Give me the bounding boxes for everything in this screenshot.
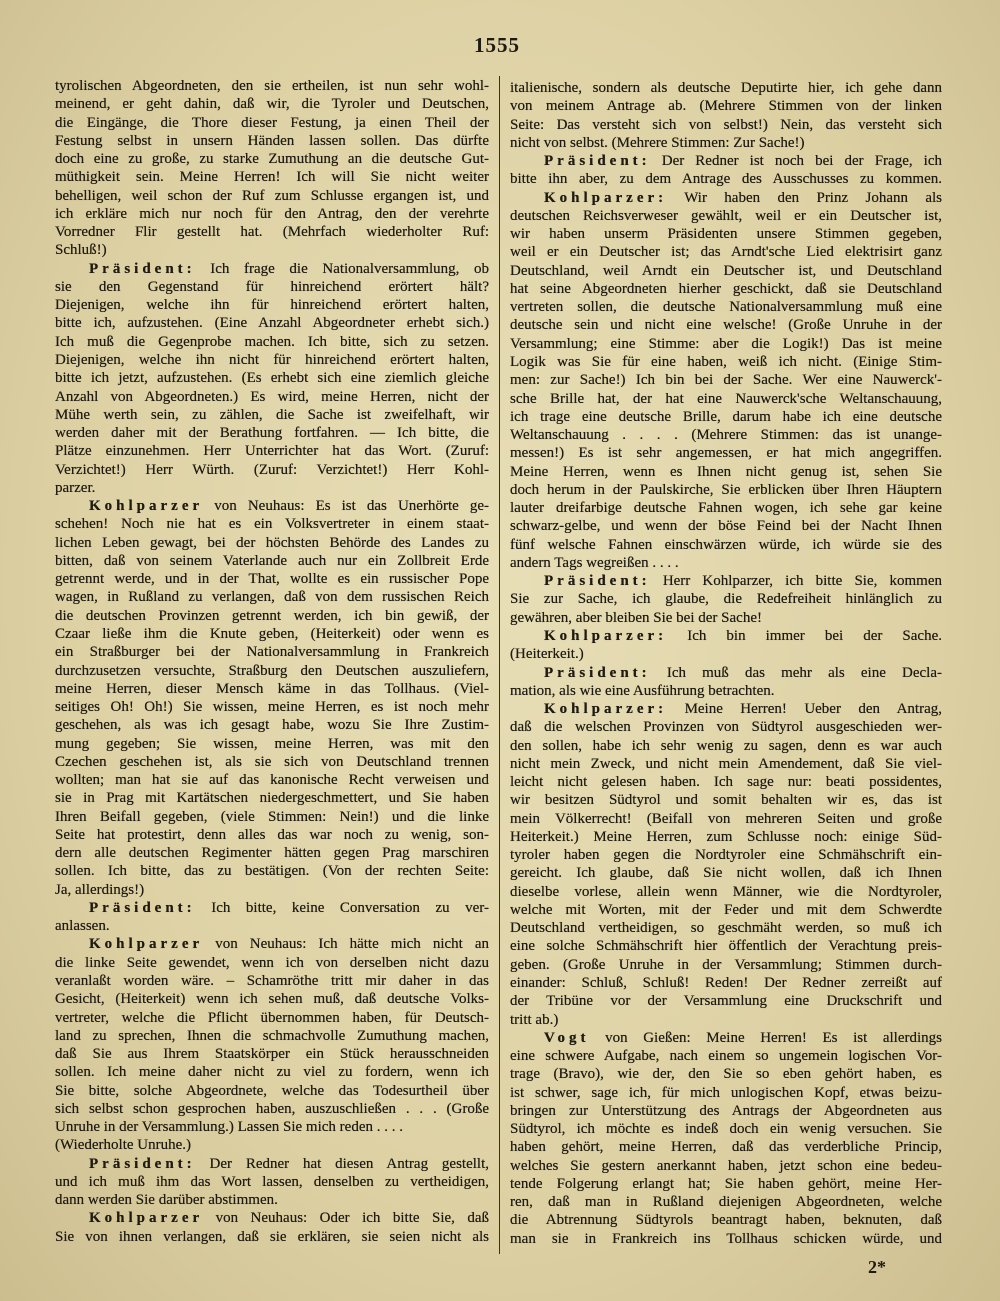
text-line: ein Straßburger bei der Nationalversammlung in Frankreich [55,644,489,661]
text-line: veranlaßt worden wäre. – Schamröthe tritt mir daher in das [55,973,489,990]
text-line: wollten; man hat sie auf das kanonische Recht verweisen und [55,772,489,789]
text-line: nicht von selbst. (Mehrere Stimmen: Zur Sache!) [510,134,805,151]
speech-text: Ich frage die Nationalversammlung, ob [210,260,489,277]
text-line: lauter dreifarbige deutsche Fahnen wogen, ich sehe gar keine [510,500,942,517]
left-column [55,77,489,1246]
text-line: anlassen. [55,918,110,935]
speech-start-line [55,935,489,953]
signature-mark: 2* [868,1257,886,1277]
text-line: (Wiederholte Unruhe.) [55,1137,192,1154]
text-line: Vorredner Flir gestellt hat. (Mehrfach wiederholter Ruf: [55,224,489,241]
text-line: seitiges Oh! Oh!) Sie wissen, meine Herren, es ist noch mehr [55,699,489,716]
speech-text: Herr Kohlparzer, ich bitte Sie, kommen [662,573,942,590]
speaker-name: Präsident: [544,153,651,170]
text-line: meine Herren, dieser Mensch käme in das Tollhaus. (Viel- [55,680,489,697]
speaker-name: Präsident: [544,573,651,590]
text-line: Heiterkeit.) Meine Herren, zum Schlusse noch: einige Süd- [510,828,942,845]
text-line: bitte ihn aber, zu dem Antrage des Ausschusses zu kommen. [510,171,942,188]
text-line: bitten, daß von seinem Vaterlande auch nur ein Zollbreit Erde [55,552,489,569]
text-line: Czechen geschehen ist, als sie sich von Deutschland trennen [55,753,489,770]
text-line: dann werden Sie darüber abstimmen. [55,1192,278,1209]
text-line: Südtyrol, ich möchte es indeß doch ein wenig versuchen. Sie [510,1121,942,1138]
text-line: die Eingänge, die Thore dieser Festung, ja einen Theil der [55,114,489,131]
text-line: schehen! Noch nie hat es ein Volksvertreter in einem staat- [55,516,489,533]
speech-start-line [510,189,942,207]
speaker-name: Präsident: [544,664,651,681]
text-line: einander: Schluß, Schluß! Reden! Der Redner zerreißt auf [510,975,942,992]
speech-text: von Neuhaus: Oder ich bitte Sie, daß [215,1210,489,1227]
text-line: Gesicht, (Heiterkeit) wenn ich sehen muß, daß deutsche Volks- [55,991,489,1008]
text-line: Weltanschauung . . . . (Mehrere Stimmen: das ist unange- [510,427,942,444]
text-line: müthigkeit sein. Meine Herren! Ich will Sie nicht weiter [55,169,489,186]
text-line: tyroler haben gegen die Nordtyroler eine Schmähschrift ein- [510,847,942,864]
text-line: getrennt werde, und in der That, wollte es ein russischer Pope [55,571,489,588]
text-line: wagen, in Rußland zu verlangen, daß von dem russischen Reich [55,589,489,606]
text-line: werden daher mit der Berathung fortfahren. — Ich bitte, die [55,425,489,442]
text-line: lichen Leben gewagt, bei der höchsten Behörde des Landes zu [55,534,489,551]
text-line: ich trage eine deutsche Brille, darum habe ich eine deutsche [510,408,942,425]
text-line: ich erkläre mich nur noch für den Antrag, den der verehrte [55,205,489,222]
text-line: welche mit Worten, mit der Feder und mit dem Schwerdte [510,901,942,918]
text-line: vertreter, welche die Pflicht übernommen haben, für Deutsch- [55,1009,489,1026]
text-line: Anzahl von Abgeordneten.) Es wird, meine Herren, nicht der [55,388,489,405]
text-line: bitte ich jetzt, aufzustehen. (Es erhebt sich eine ziemlich gleiche [55,370,489,387]
text-line: parzer. [55,479,96,496]
text-line: mung gegeben; Sie wissen, meine Herren, was mit den [55,735,489,752]
speech-text: Ich bitte, keine Conversation zu ver- [211,899,489,916]
text-line: daß die welschen Provinzen von Südtyrol ausgeschieden wer- [510,719,942,736]
text-line: welches Sie gestern anerkannt haben, jetzt schon eine bedeu- [510,1157,942,1174]
text-line: durchzusetzen versuchte, Straßburg den Deutschen auszuliefern, [55,662,489,679]
text-line: man sie in Frankreich ins Tollhaus schicken würde, und [510,1230,942,1247]
speech-text: von Gießen: Meine Herren! Es ist allerdings [605,1029,942,1046]
speaker-name: Vogt [544,1029,590,1046]
text-line: Festung selbst in unsern Händen lassen sollen. Das dürfte [55,132,489,149]
text-line: sie in Prag mit Kartätschen niedergeschmettert, und Sie haben [55,790,489,807]
speech-text: Ich bin immer bei der Sache. [687,627,942,644]
text-line: Meine Herren, wenn es Ihnen nicht genug ist, sehen Sie [510,463,942,480]
speaker-name: Präsident: [89,1155,196,1172]
text-line: gereicht. Ich glaube, daß Sie nicht wollen, daß ich Ihnen [510,865,942,882]
text-line: meinend, er geht dahin, daß wir, die Tyroler und Deutschen, [55,96,489,113]
speech-start-line [510,572,942,590]
text-line: geschehen, als was ich gesagt habe, wozu Sie Ihre Zustim- [55,717,489,734]
speech-text: Ich muß das mehr als eine Decla- [666,664,942,681]
speaker-name: Kohlparzer [89,498,204,515]
text-line: Czaar ließe ihm die Knute geben, (Heiterkeit) oder wenn es [55,625,489,642]
text-line: ren, daß man in Rußland diejenigen Abgeordneten, welche [510,1194,942,1211]
text-line: deutschen Reichsverweser gewählt, weil er ein Deutscher ist, [510,207,942,224]
text-line: Unruhe in der Versammlung.) Lassen Sie mich reden . . . . [55,1119,403,1136]
text-line: den sollen, habe ich sehr wenig zu sagen, denn es war auch [510,737,942,754]
text-line: weil er ein Deutscher ist; das Arndt'sche Lied elektrisirt ganz [510,244,942,261]
text-line: trage (Bravo), wie der, den Sie so eben gehört haben, es [510,1066,942,1083]
text-line: italienische, sondern als deutsche Deputirte hier, ich gehe dann [510,80,942,96]
speech-start-line [510,700,942,718]
text-line: (Heiterkeit.) [510,646,584,663]
speech-start-line [55,260,489,278]
text-line: sollen. Ich meine daher nicht zu viel zu fordern, wenn ich [55,1064,489,1081]
text-line: Versammlung; eine Stimme: aber die Logik!) Das ist meine [510,335,942,352]
speech-start-line [510,1029,942,1047]
speaker-name: Präsident: [89,899,196,916]
text-line: sollen. Ich bitte, das zu bestätigen. (Von der rechten Seite: [55,863,489,880]
text-line: sche Brille hat, der hat eine Nauwerck'sche Weltanschauung, [510,390,942,407]
text-line: men: zur Sache!) Ich bin bei der Sache. Wer eine Nauwerck'- [510,372,942,389]
text-line: mein Völkerrecht! (Beifall von mehreren Seiten und große [510,810,942,827]
text-line: doch herum in der Paulskirche, Sie erblicken über Ihren Häuptern [510,481,942,498]
text-line: Seite hat protestirt, denn alles das war noch zu wenig, son- [55,826,489,843]
speech-text: Meine Herren! Ueber den Antrag, [684,701,942,718]
speech-start-line [510,664,942,682]
text-line: Sie zur Sache, ich glaube, die Redefreiheit hinlänglich zu [510,591,942,608]
text-line: behelligen, weil schon der Ruf zum Schlusse ergangen ist, und [55,187,489,204]
text-line: eine schwere Aufgabe, nach einem so ungemein logischen Vor- [510,1048,942,1065]
speaker-name: Kohlparzer: [544,189,668,206]
text-line: doch eine zu große, zu starke Zumuthung an die deutsche Gut- [55,151,489,168]
speech-start-line [55,1209,489,1227]
text-line: andern Tags wegreißen . . . . [510,554,679,571]
text-line: die Abtrennung Südtyrols beantragt haben, beknuten, daß [510,1212,942,1229]
text-line: Deutschland, weil Arndt ein Deutscher ist, und Deutschland [510,262,942,279]
text-line: hat seine Abgeordneten hierher geschickt, daß sie Deutschland [510,280,942,297]
speaker-name: Kohlparzer [89,936,204,953]
text-line: die deutschen Provinzen getrennt werden, ich bin gewiß, der [55,607,489,624]
text-line: sich selbst schon gesprochen haben, auszuschließen . . . (Große [55,1100,489,1117]
text-line: Diejenigen, welche ihn für hinreichend erörtert halten, [55,297,489,314]
speaker-name: Kohlparzer: [544,627,668,644]
text-line: Deutschland vertheidigen, so geschmäht werden, so muß ich [510,920,942,937]
text-line: der Tribüne vor der Versammlung eine Druckschrift und [510,993,942,1010]
text-line: ist schwer, sage ich, für mich unlogischen Kopf, etwas beizu- [510,1084,942,1101]
text-line: wir besitzen Südtyrol und somit behalten wir es, das ist [510,792,942,809]
column-divider [499,76,500,1254]
text-line: wir haben unserm Präsidenten unsere Stimmen gegeben, [510,226,942,243]
text-line: messen!) Es ist sehr angemessen, er hat mich angegriffen. [510,445,942,462]
page-number: 1555 [474,33,520,57]
text-line: deutsche sein und nicht eine welsche! (Große Unruhe in der [510,317,942,334]
text-line: vertreten sollen, die deutsche Nationalversammlung muß eine [510,299,942,316]
text-line: Ihren Beifall gegeben, (viele Stimmen: Nein!) und die linke [55,808,489,825]
text-line: die linke Seite gewendet, wenn ich von derselben nicht dazu [55,954,489,971]
speaker-name: Präsident: [89,260,196,277]
text-line: Ja, allerdings!) [55,881,145,898]
text-line: tritt ab.) [510,1011,559,1028]
text-line: land zu sprechen, Ihnen die schmachvolle Zumuthung machen, [55,1027,489,1044]
text-line: gewähren, aber bleiben Sie bei der Sache! [510,609,762,626]
text-line: Ich muß die Gegenprobe machen. Ich bitte, sich zu setzen. [55,333,489,350]
text-line: bitte ich, aufzustehen. (Eine Anzahl Abgeordneter erhebt sich.) [55,315,489,332]
text-line: bringen zur Unterstützung des Antrags der Abgeordneten aus [510,1102,942,1119]
text-line: Verzichtet!) Herr Würth. (Zuruf: Verzichtet!) Herr Kohl- [55,461,489,478]
text-line: tende Folgerung erlangt hat; Sie haben gehört, meine Her- [510,1175,942,1192]
text-line: Plätze einzunehmen. Herr Unterrichter hat das Wort. (Zuruf: [55,443,489,460]
text-line: dern alle deutschen Regimenter hätten gegen Prag marschiren [55,845,489,862]
speech-start-line [510,627,942,645]
text-line: leicht nicht gelesen haben. Ich sage nur: beati possidentes, [510,774,942,791]
text-line: von meinem Antrage ab. (Mehrere Stimmen von der linken [510,98,942,115]
text-line: Seite: Das versteht sich von selbst!) Nein, das versteht sich [510,116,942,133]
text-line: sie den Gegenstand für hinreichend erörtert hält? [55,278,489,295]
text-line: fünf welsche Fahnen einschwärzen würde, ich würde sie des [510,536,942,553]
right-column [510,79,942,1248]
text-line: schwarz-gelbe, und wenn der böse Feind bei der Nacht Ihnen [510,518,942,535]
speech-text: von Neuhaus: Es ist das Unerhörte ge- [214,498,489,515]
speech-start-line [55,1155,489,1173]
text-line: Schluß!) [55,242,107,259]
speech-text: von Neuhaus: Ich hätte mich nicht an [215,936,489,953]
speech-text: Der Redner hat diesen Antrag gestellt, [209,1155,489,1172]
text-line: Diejenigen, welche ihn nicht für hinreichend erörtert halten, [55,351,489,368]
speaker-name: Kohlparzer: [544,701,668,718]
speech-start-line [510,152,942,170]
speech-start-line [55,497,489,515]
speech-text: Der Redner ist noch bei der Frage, ich [661,153,942,170]
text-line: und ich muß ihm das Wort lassen, denselben zu vertheidigen, [55,1173,489,1190]
speech-text: Wir haben den Prinz Johann als [684,189,942,206]
text-line: haben gehört, meine Herren, daß das verderbliche Princip, [510,1139,942,1156]
text-line: daß Sie aus Ihrem Staatskörper ein Stück herausschneiden [55,1046,489,1063]
text-line: Logik was Sie für eine haben, weiß ich nicht. (Einige Stim- [510,353,942,370]
text-line: dieselbe vorlese, allein wenn Männer, wie die Nordtyroler, [510,883,942,900]
text-line: nicht mein Zweck, und nicht mein Amendement, daß Sie viel- [510,755,942,772]
text-line: Mühe werth sein, zu zählen, die Sache ist zweifelhaft, wir [55,406,489,423]
text-line: geben. (Große Unruhe in der Versammlung; Stimmen durch- [510,956,942,973]
text-line: Sie bitte, solche Abgeordnete, welche das Todesurtheil über [55,1082,489,1099]
text-line: mation, als wie eine Ausführung betrachten. [510,682,775,699]
text-line: tyrolischen Abgeordneten, den sie ertheilen, ist nun sehr wohl- [55,78,489,94]
speaker-name: Kohlparzer [89,1210,204,1227]
text-line: eine solche Schmähschrift hier öffentlich der Verachtung preis- [510,938,942,955]
speech-start-line [55,899,489,917]
text-line: Sie von ihnen verlangen, daß sie erklären, sie seien nicht als [55,1228,489,1245]
